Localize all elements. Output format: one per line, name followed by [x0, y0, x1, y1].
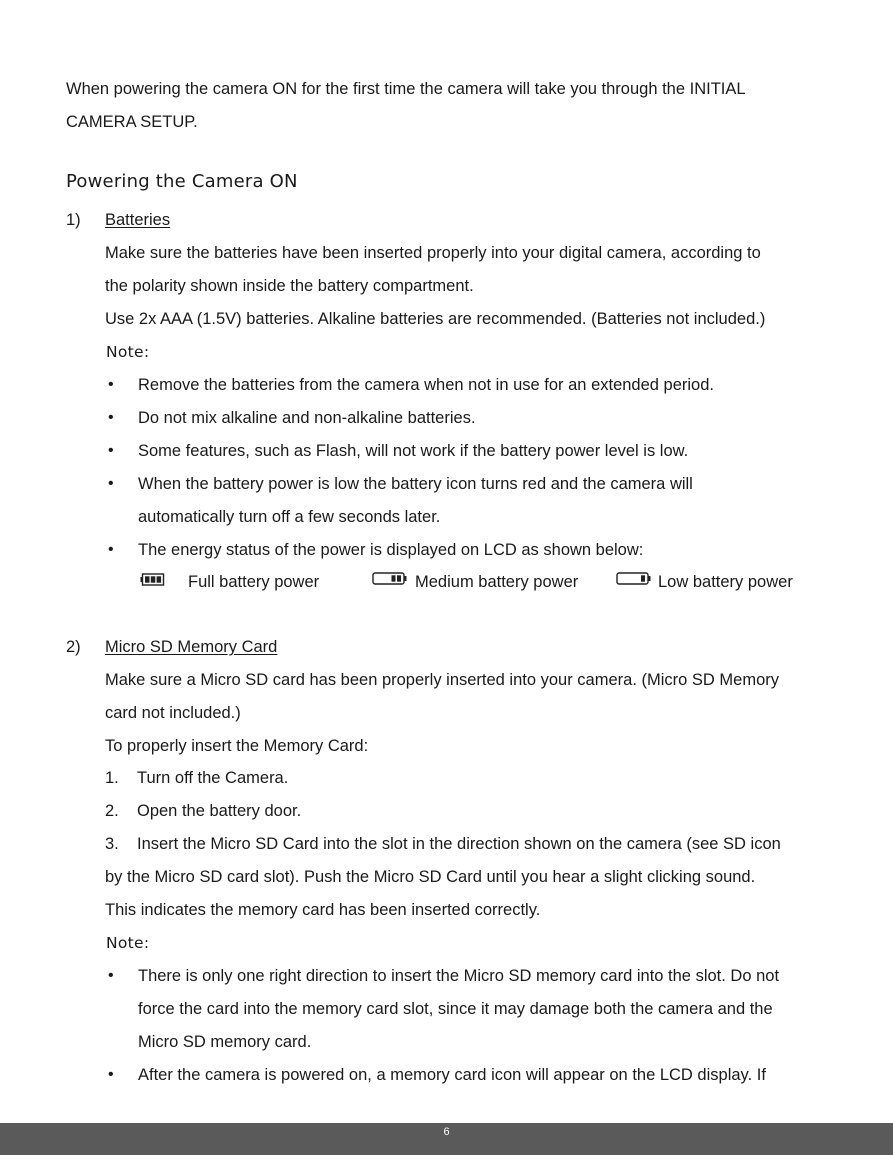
- sdcard-line-3: To properly insert the Memory Card:: [105, 737, 369, 755]
- intro-line-1: When powering the camera ON for the first time the camera will take you through the INITIAL: [66, 80, 746, 98]
- step-number: 1.: [105, 769, 119, 787]
- batteries-line-1: Make sure the batteries have been inserted properly into your digital camera, according to: [105, 244, 761, 262]
- sdcard-line-2: card not included.): [105, 704, 241, 722]
- sdcard-note-label: Note:: [106, 934, 150, 952]
- step-3-cont-2: This indicates the memory card has been inserted correctly.: [105, 901, 541, 919]
- sdcard-number: 2): [66, 638, 81, 656]
- sdcard-bullet-1-cont-1: force the card into the memory card slot, since it may damage both the camera and the: [138, 1000, 773, 1018]
- batteries-bullet-3: Some features, such as Flash, will not work if the battery power level is low.: [138, 442, 689, 460]
- intro-line-2: CAMERA SETUP.: [66, 113, 198, 131]
- bullet-dot: •: [108, 475, 114, 492]
- batteries-bullet-4-cont: automatically turn off a few seconds later.: [138, 508, 441, 526]
- section-title: Powering the Camera ON: [66, 171, 298, 192]
- medium-battery-label: Medium battery power: [415, 573, 579, 591]
- medium-battery-icon: [372, 572, 407, 585]
- batteries-bullet-5: The energy status of the power is displayed on LCD as shown below:: [138, 541, 644, 559]
- batteries-line-3: Use 2x AAA (1.5V) batteries. Alkaline batteries are recommended. (Batteries not included.): [105, 310, 766, 328]
- step-text: Open the battery door.: [137, 802, 302, 820]
- sdcard-bullet-1: There is only one right direction to insert the Micro SD memory card into the slot. Do not: [138, 967, 780, 985]
- sdcard-title: Micro SD Memory Card: [105, 638, 278, 656]
- batteries-line-2: the polarity shown inside the battery compartment.: [105, 277, 474, 295]
- step-text: Turn off the Camera.: [137, 769, 289, 787]
- bullet-dot: •: [108, 409, 114, 426]
- bullet-dot: •: [108, 442, 114, 459]
- bullet-dot: •: [108, 967, 114, 984]
- low-battery-icon: [616, 572, 651, 585]
- batteries-bullet-2: Do not mix alkaline and non-alkaline batteries.: [138, 409, 476, 427]
- sdcard-bullet-1-cont-2: Micro SD memory card.: [138, 1033, 312, 1051]
- page-footer: [0, 1123, 893, 1155]
- step-text: Insert the Micro SD Card into the slot in the direction shown on the camera (see SD icon: [137, 835, 781, 853]
- page-number: 6: [443, 1126, 450, 1138]
- sdcard-line-1: Make sure a Micro SD card has been properly inserted into your camera. (Micro SD Memory: [105, 671, 779, 689]
- batteries-title: Batteries: [105, 211, 171, 229]
- step-3-cont-1: by the Micro SD card slot). Push the Micro SD Card until you hear a slight clicking sound.: [105, 868, 756, 886]
- low-battery-label: Low battery power: [658, 573, 793, 591]
- step-number: 3.: [105, 835, 119, 853]
- bullet-dot: •: [108, 1066, 114, 1083]
- batteries-bullet-4: When the battery power is low the battery icon turns red and the camera will: [138, 475, 693, 493]
- sdcard-bullet-2: After the camera is powered on, a memory card icon will appear on the LCD display. If: [138, 1066, 766, 1084]
- step-number: 2.: [105, 802, 119, 820]
- batteries-note-label: Note:: [106, 343, 150, 361]
- batteries-bullet-1: Remove the batteries from the camera when not in use for an extended period.: [138, 376, 714, 394]
- full-battery-icon: [140, 573, 165, 586]
- bullet-dot: •: [108, 541, 114, 558]
- full-battery-label: Full battery power: [188, 573, 320, 591]
- bullet-dot: •: [108, 376, 114, 393]
- batteries-number: 1): [66, 211, 81, 229]
